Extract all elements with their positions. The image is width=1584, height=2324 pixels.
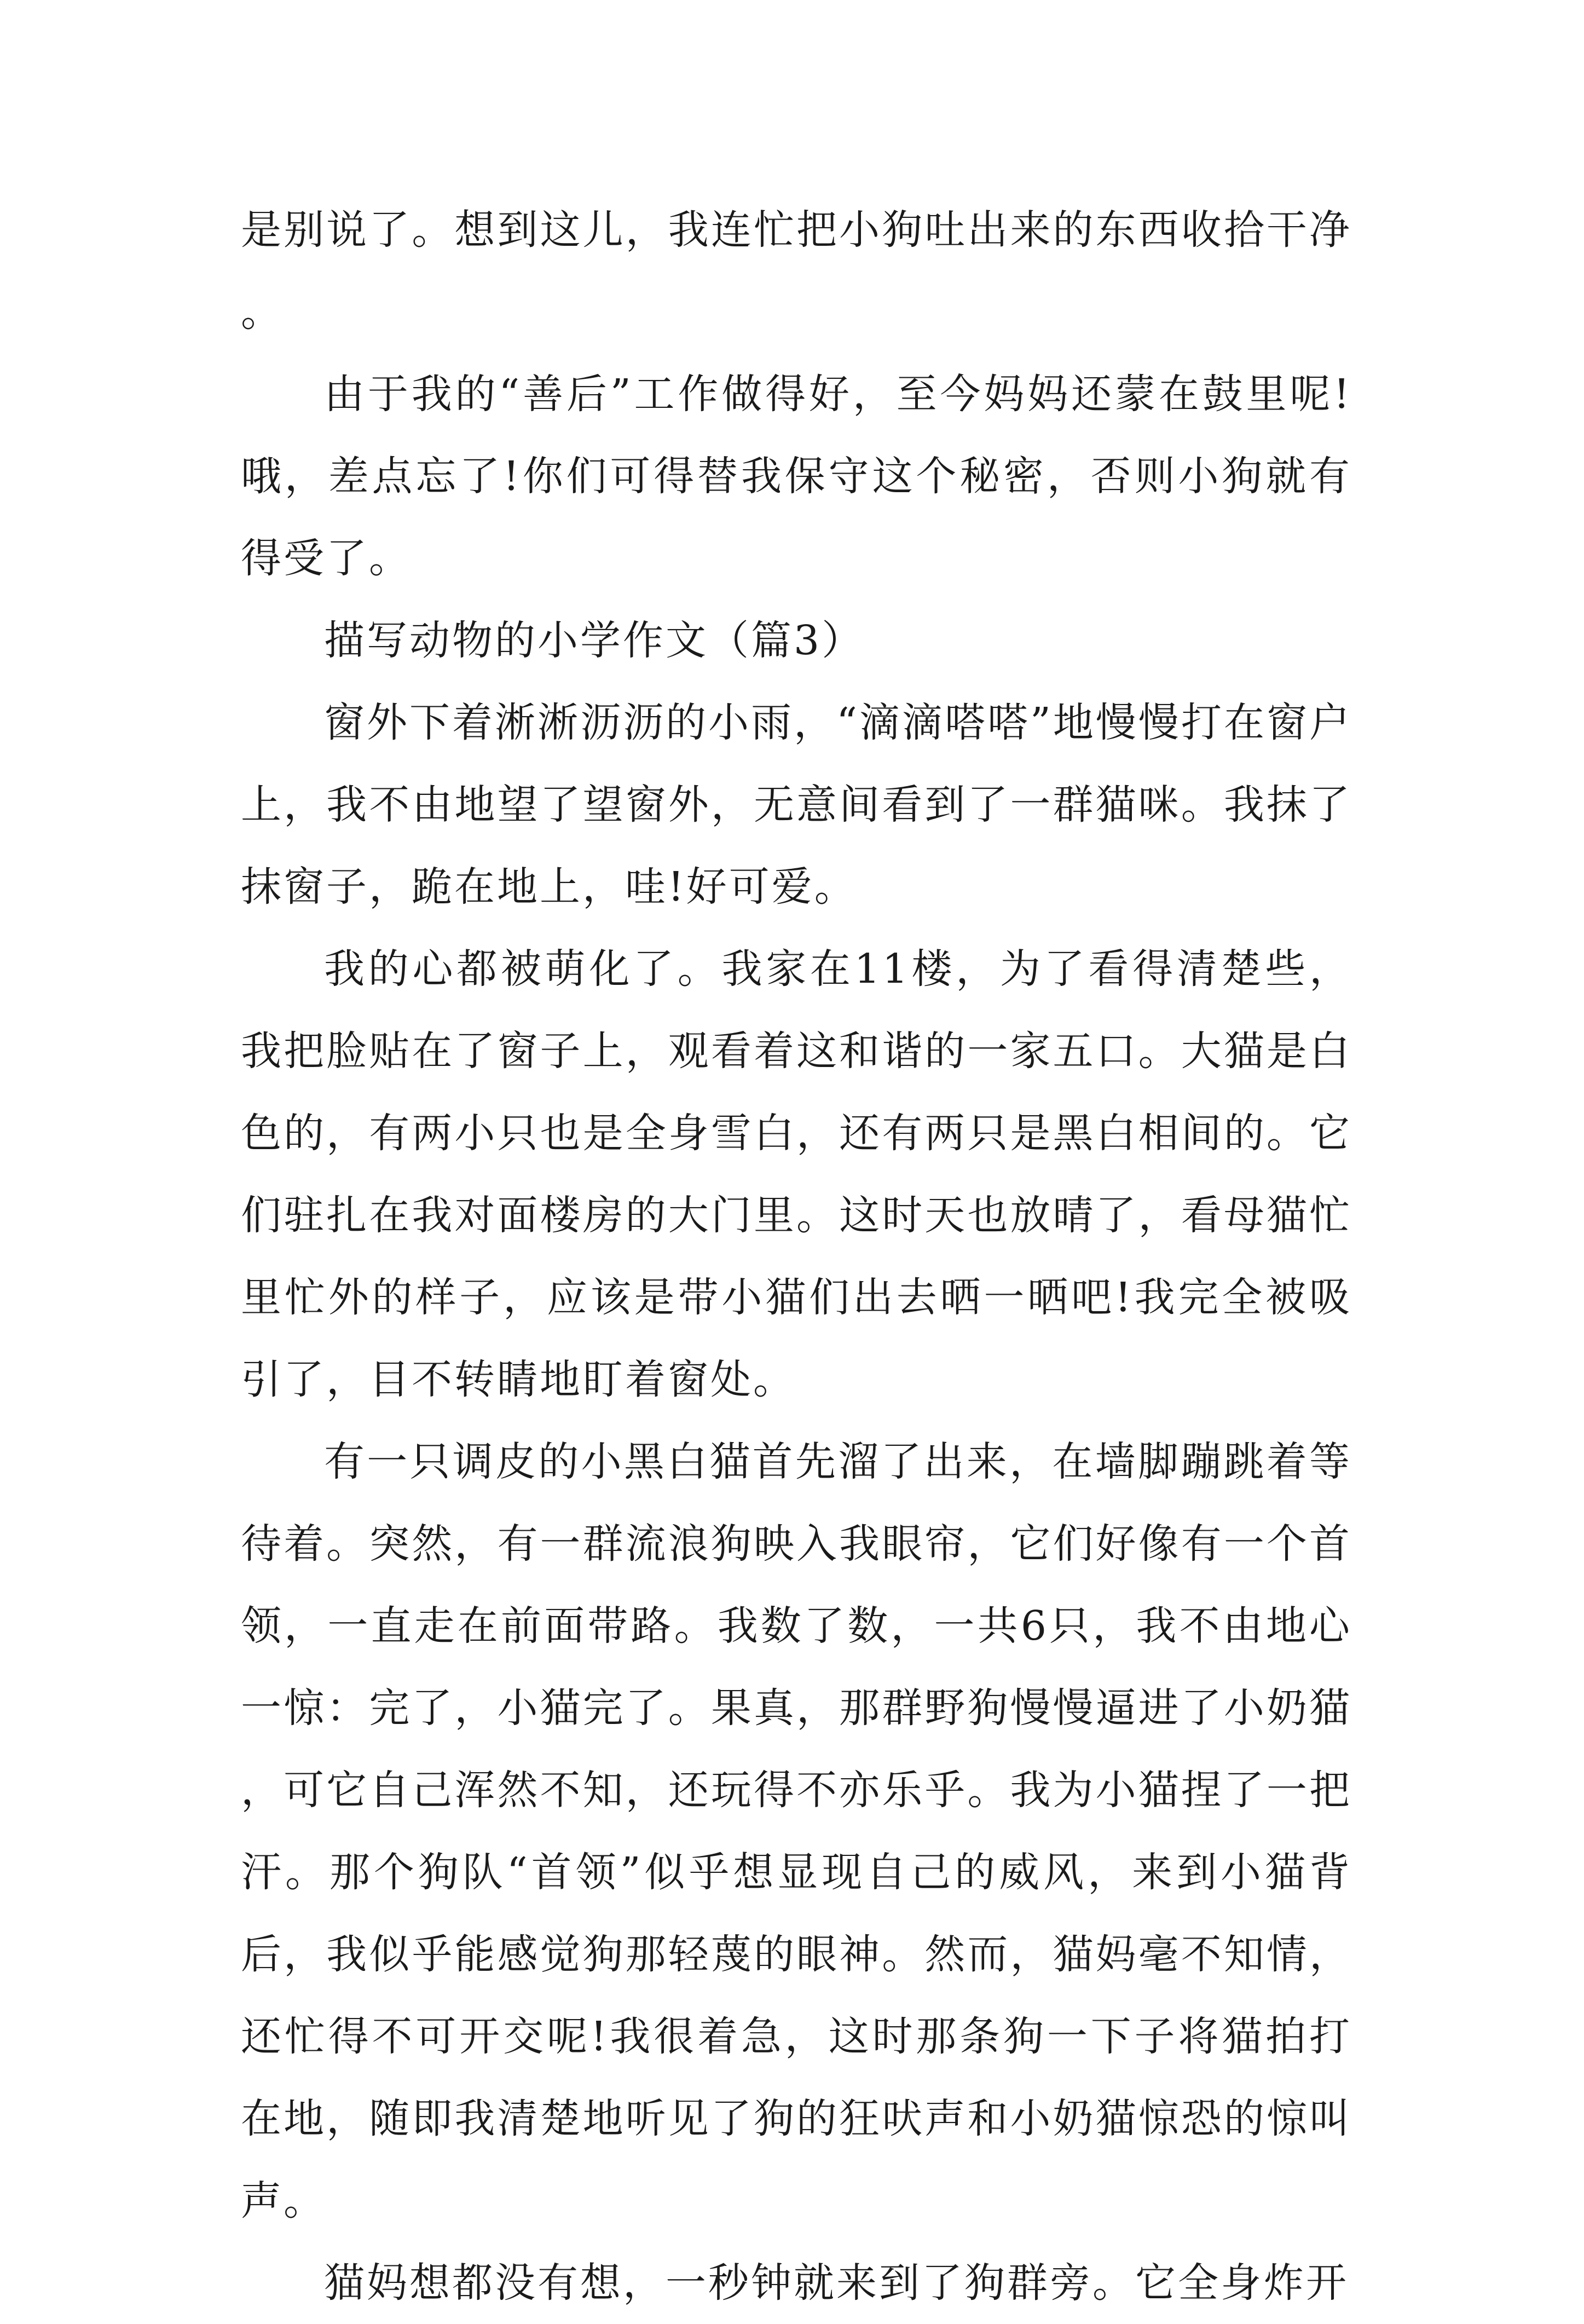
paragraph-stray-dogs: 有一只调皮的小黑白猫首先溜了出来，在墙脚蹦跳着等待着。突然，有一群流浪狗映入我眼帘，它们好像有一个首领，一直走在前面带路。我数了数，一共6只，我不由地心一惊：完了，小猫完了。果真，那群野狗慢慢逼进了小奶猫，可它自己浑然不知，还玩得不亦乐乎。我为小猫捏了一把汗。那个狗队“首领”似乎想显现自己的威风，来到小猫背后，我似乎能感觉狗那轻蔑的眼神。然而，猫妈毫不知情，还忙得不可开交呢!我很着急，这时那条狗一下子将猫拍打在地，随即我清楚地听见了狗的狂吠声和小奶猫惊恐的惊叫声。 — [241, 1438, 1352, 2224]
paragraph-continuation: 是别说了。想到这儿，我连忙把小狗吐出来的东西收拾干净。 — [241, 206, 1352, 336]
section-heading: 描写动物的小学作文（篇3） — [324, 617, 865, 664]
paragraph-cat-family: 我的心都被萌化了。我家在11楼，为了看得清楚些，我把脸贴在了窗子上，观看着这和谐的一家五口。大猫是白色的，有两小只也是全身雪白，还有两只是黑白相间的。它们驻扎在我对面楼房的大门里。这时天也放晴了，看母猫忙里忙外的样子，应该是带小猫们出去晒一晒吧!我完全被吸引了，目不转睛地盯着窗处。 — [241, 945, 1352, 1403]
paragraph-rain: 窗外下着淅淅沥沥的小雨，“滴滴嗒嗒”地慢慢打在窗户上，我不由地望了望窗外，无意间看到了一群猫咪。我抹了抹窗子，跪在地上，哇!好可爱。 — [241, 699, 1352, 910]
paragraph-mother-cat: 猫妈想都没有想，一秒钟就来到了狗群旁。它全身炸开 — [324, 2259, 1349, 2306]
essay-body — [241, 189, 1352, 2324]
paragraph-secret: 由于我的“善后”工作做得好，至今妈妈还蒙在鼓里呢!哦，差点忘了!你们可得替我保守这个秘密，否则小狗就有得受了。 — [241, 371, 1352, 582]
